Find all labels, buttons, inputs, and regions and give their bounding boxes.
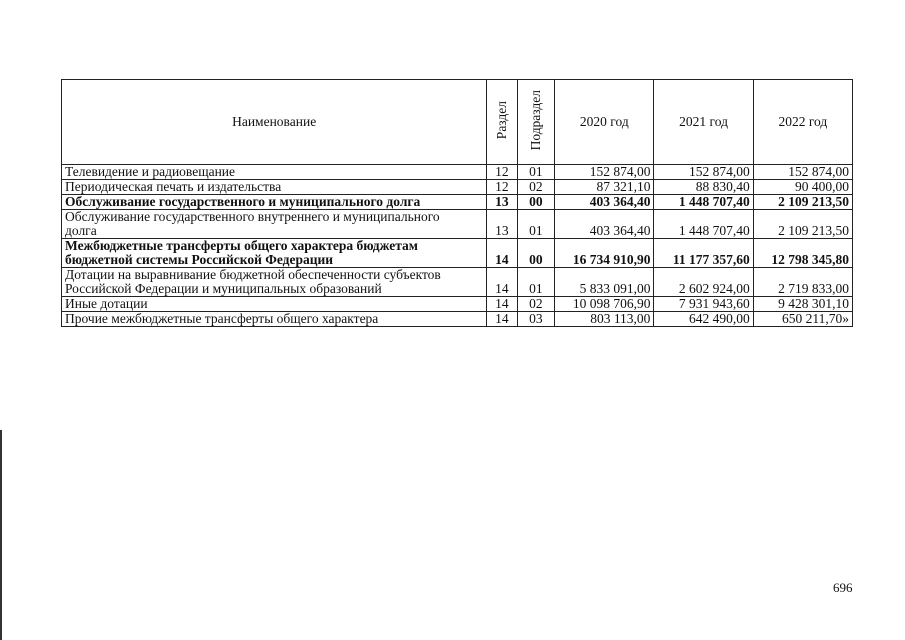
row-value-2022: 90 400,00 — [753, 180, 852, 195]
row-name-line1: Межбюджетные трансферты общего характера бюджетам — [65, 238, 418, 253]
row-value-2021: 2 602 924,00 — [654, 268, 753, 297]
row-name-line2: бюджетной системы Российской Федерации — [65, 252, 334, 267]
row-value-2020: 403 364,40 — [555, 195, 654, 210]
table-row — [62, 165, 853, 180]
row-subsection: 01 — [517, 210, 555, 239]
header-year-2022: 2022 год — [753, 80, 852, 165]
row-subsection: 01 — [517, 268, 555, 297]
row-name: Периодическая печать и издательства — [62, 180, 487, 195]
row-value-2021: 1 448 707,40 — [654, 195, 753, 210]
table-row — [62, 297, 853, 312]
row-name — [62, 239, 487, 268]
row-name: Прочие межбюджетные трансферты общего характера — [62, 312, 487, 327]
row-value-2022: 2 109 213,50 — [753, 210, 852, 239]
table-row — [62, 268, 853, 297]
row-section: 12 — [487, 180, 517, 195]
row-section: 14 — [487, 312, 517, 327]
table-row — [62, 195, 853, 210]
row-value-2021: 11 177 357,60 — [654, 239, 753, 268]
table-row — [62, 312, 853, 327]
row-name-line2: долга — [65, 223, 97, 238]
row-section: 13 — [487, 195, 517, 210]
row-subsection: 01 — [517, 165, 555, 180]
table-row — [62, 239, 853, 268]
header-name: Наименование — [62, 80, 487, 165]
scan-edge-line — [0, 430, 2, 640]
row-section: 14 — [487, 239, 517, 268]
table-row — [62, 210, 853, 239]
budget-table — [61, 79, 853, 327]
header-section-label: Раздел — [493, 101, 509, 140]
row-value-2021: 1 448 707,40 — [654, 210, 753, 239]
row-section: 14 — [487, 268, 517, 297]
row-subsection: 02 — [517, 297, 555, 312]
row-name: Телевидение и радиовещание — [62, 165, 487, 180]
row-name-line1: Обслуживание государственного внутреннего и муниципального — [65, 209, 440, 224]
row-value-2020: 803 113,00 — [555, 312, 654, 327]
header-year-2020: 2020 год — [555, 80, 654, 165]
row-section: 13 — [487, 210, 517, 239]
row-name-line2: Российской Федерации и муниципальных образований — [65, 281, 382, 296]
row-value-2020: 5 833 091,00 — [555, 268, 654, 297]
row-subsection: 00 — [517, 195, 555, 210]
page-number: 696 — [833, 580, 853, 595]
table-header-row — [62, 80, 853, 165]
header-subsection — [517, 80, 555, 165]
header-section — [487, 80, 517, 165]
row-value-2022: 2 719 833,00 — [753, 268, 852, 297]
row-value-2020: 152 874,00 — [555, 165, 654, 180]
row-value-2021: 7 931 943,60 — [654, 297, 753, 312]
row-subsection: 03 — [517, 312, 555, 327]
row-value-2022: 152 874,00 — [753, 165, 852, 180]
header-subsection-label: Подраздел — [527, 90, 543, 151]
row-name-line1: Дотации на выравнивание бюджетной обеспеченности субъектов — [65, 267, 441, 282]
row-value-2020: 87 321,10 — [555, 180, 654, 195]
row-subsection: 02 — [517, 180, 555, 195]
row-value-2022: 12 798 345,80 — [753, 239, 852, 268]
row-section: 12 — [487, 165, 517, 180]
row-value-2021: 88 830,40 — [654, 180, 753, 195]
row-value-2020: 10 098 706,90 — [555, 297, 654, 312]
row-value-2020: 16 734 910,90 — [555, 239, 654, 268]
row-value-2021: 642 490,00 — [654, 312, 753, 327]
row-value-2022: 9 428 301,10 — [753, 297, 852, 312]
row-subsection: 00 — [517, 239, 555, 268]
row-value-2022: 650 211,70» — [753, 312, 852, 327]
row-name: Иные дотации — [62, 297, 487, 312]
row-value-2022: 2 109 213,50 — [753, 195, 852, 210]
row-name — [62, 210, 487, 239]
row-section: 14 — [487, 297, 517, 312]
header-year-2021: 2021 год — [654, 80, 753, 165]
row-value-2020: 403 364,40 — [555, 210, 654, 239]
row-name — [62, 268, 487, 297]
table-row — [62, 180, 853, 195]
row-name: Обслуживание государственного и муниципального долга — [62, 195, 487, 210]
row-value-2021: 152 874,00 — [654, 165, 753, 180]
